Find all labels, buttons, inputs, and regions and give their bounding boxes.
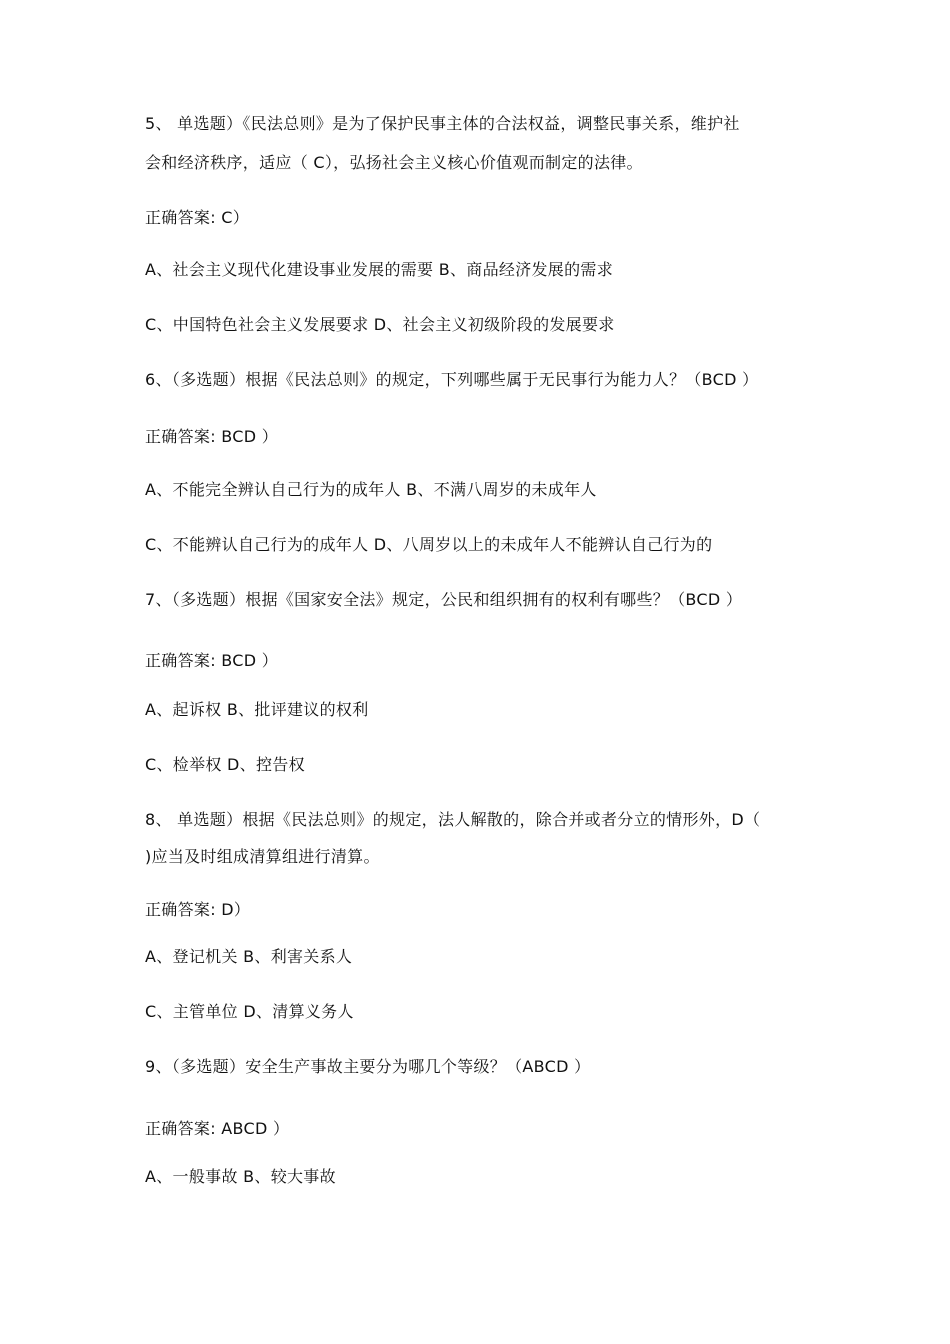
answer-8: 正确答案: D） xyxy=(145,900,251,919)
answer-7: 正确答案: BCD ） xyxy=(145,651,279,670)
question-8-line-2: )应当及时组成清算组进行清算。 xyxy=(145,847,380,866)
question-5-line-1: 5、 单选题）《民法总则》是为了保护民事主体的合法权益，调整民事关系，维护社 xyxy=(145,114,740,133)
options-6-cd: C、不能辨认自己行为的成年人 D、八周岁以上的未成年人不能辨认自己行为的 xyxy=(145,535,713,554)
options-7-cd: C、检举权 D、控告权 xyxy=(145,755,305,774)
question-8-line-1: 8、 单选题）根据《民法总则》的规定，法人解散的，除合并或者分立的情形外，D（ xyxy=(145,810,761,829)
answer-6: 正确答案: BCD ） xyxy=(145,427,279,446)
options-8-ab: A、登记机关 B、利害关系人 xyxy=(145,947,353,966)
question-9: 9、（多选题）安全生产事故主要分为哪几个等级？（ABCD ） xyxy=(145,1057,591,1076)
options-5-cd: C、中国特色社会主义发展要求 D、社会主义初级阶段的发展要求 xyxy=(145,315,615,334)
options-6-ab: A、不能完全辨认自己行为的成年人 B、不满八周岁的未成年人 xyxy=(145,480,597,499)
question-7: 7、（多选题）根据《国家安全法》规定，公民和组织拥有的权利有哪些？（BCD ） xyxy=(145,590,743,609)
question-5-line-2: 会和经济秩序，适应（ C），弘扬社会主义核心价值观而制定的法律。 xyxy=(145,153,643,172)
options-9-ab: A、一般事故 B、较大事故 xyxy=(145,1167,336,1186)
question-6: 6、（多选题）根据《民法总则》的规定，下列哪些属于无民事行为能力人？（BCD ） xyxy=(145,370,759,389)
answer-5: 正确答案: C） xyxy=(145,208,250,227)
options-8-cd: C、主管单位 D、清算义务人 xyxy=(145,1002,354,1021)
options-5-ab: A、社会主义现代化建设事业发展的需要 B、商品经济发展的需求 xyxy=(145,260,614,279)
answer-9: 正确答案: ABCD ） xyxy=(145,1119,290,1138)
options-7-ab: A、起诉权 B、批评建议的权利 xyxy=(145,700,369,719)
